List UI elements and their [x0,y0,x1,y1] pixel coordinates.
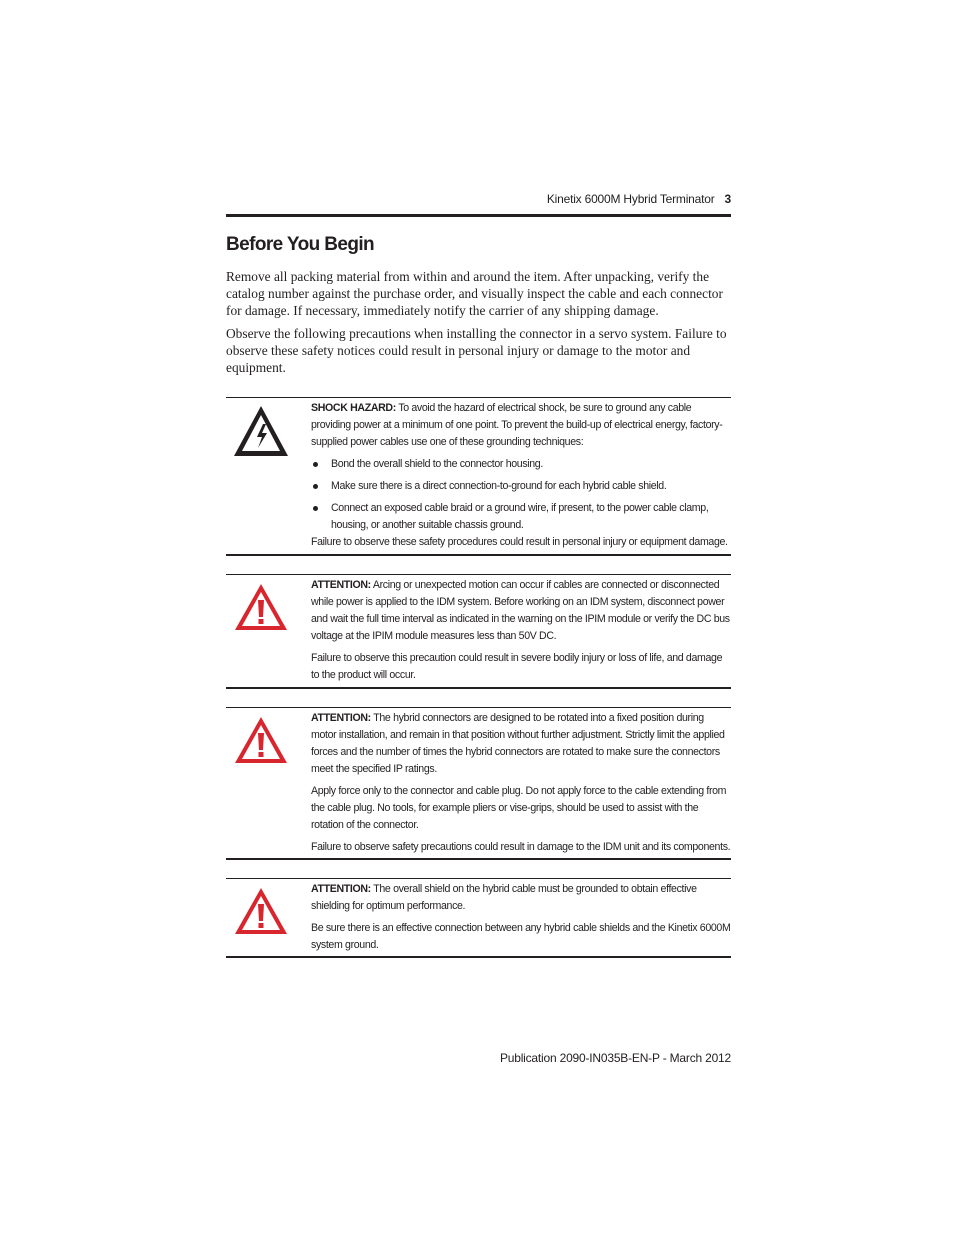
attention-label: ATTENTION: [311,883,371,895]
attention-text-1: ATTENTION: Arcing or unexpected motion can occur if cables are connected or disconnected while power is applied to the IDM system. Before working on an IDM system, disconnect power and wait the full time interval as indicated in the warning on the IPIM module or verify the DC bus voltage at the IPIM module measures less than 50V DC. [311,579,730,642]
page-number: 3 [724,192,731,206]
list-item: Bond the overall shield to the connector housing. [311,456,731,473]
attention-content-2 [311,710,731,861]
attention-para2-2: Apply force only to the connector and cable plug. Do not apply force to the cable extending from the cable plug. No tools, for example pliers or vise-grips, should be used to assist with the rotation of the connector. [311,785,727,831]
shock-hazard-notice [226,397,731,556]
attention-content-1 [311,577,731,689]
shock-hazard-icon [232,404,290,463]
intro-paragraph-1: Remove all packing material from within and around the item. After unpacking, verify the catalog number against the purchase order, and visually inspect the cable and each connector for damage. If necessary, immediately notify the carrier of any shipping damage. [226,269,723,318]
intro-paragraph-2: Observe the following precautions when installing the connector in a servo system. Failure to observe these safety notices could result in personal injury or damage to the motor and equipment. [226,326,727,375]
attention-warning-icon [232,714,290,771]
attention-closing-1: Failure to observe this precaution could result in severe bodily injury or loss of life, and damage to the product will occur. [311,652,723,681]
shock-hazard-content [311,400,731,556]
running-header [226,192,731,206]
attention-content-3 [311,881,731,959]
attention-notice-2 [226,707,731,860]
running-title: Kinetix 6000M Hybrid Terminator [546,192,715,206]
attention-notice-3 [226,878,731,958]
section-title: Before You Begin [226,234,375,255]
list-item: Make sure there is a direct connection-to-ground for each hybrid cable shield. [311,478,731,495]
attention-notice-1 [226,574,731,689]
header-rule [226,214,731,217]
grounding-techniques-list [311,456,731,534]
attention-warning-icon [232,581,290,638]
attention-text-3: ATTENTION: The overall shield on the hybrid cable must be grounded to obtain effective shielding for optimum performance. [311,883,697,912]
bullet-icon [313,462,318,467]
publication-footer: Publication 2090-IN035B-EN-P - March 2012 [499,1051,731,1065]
attention-closing-2: Failure to observe safety precautions could result in damage to the IDM unit and its components. [311,841,731,853]
shock-hazard-text: SHOCK HAZARD: To avoid the hazard of electrical shock, be sure to ground any cable providing power at a minimum of one point. To prevent the build-up of electrical energy, factory-supplied power cables use one of these grounding techniques: [311,402,723,448]
attention-warning-icon [232,885,290,942]
attention-para2-3: Be sure there is an effective connection between any hybrid cable shields and the Kinetix 6000M system ground. [311,922,731,951]
bullet-icon [313,506,318,511]
attention-text-2: ATTENTION: The hybrid connectors are designed to be rotated into a fixed position during motor installation, and remain in that position without further adjustment. Strictly limit the applied forces and the number of times the hybrid connectors are rotated to make sure the connectors meet the specified IP ratings. [311,712,725,775]
shock-hazard-label: SHOCK HAZARD: [311,402,396,414]
attention-label: ATTENTION: [311,579,371,591]
bullet-icon [313,484,318,489]
attention-label: ATTENTION: [311,712,371,724]
shock-hazard-closing: Failure to observe these safety procedures could result in personal injury or equipment damage. [311,536,728,548]
list-item: Connect an exposed cable braid or a ground wire, if present, to the power cable clamp, housing, or another suitable chassis ground. [311,500,731,534]
